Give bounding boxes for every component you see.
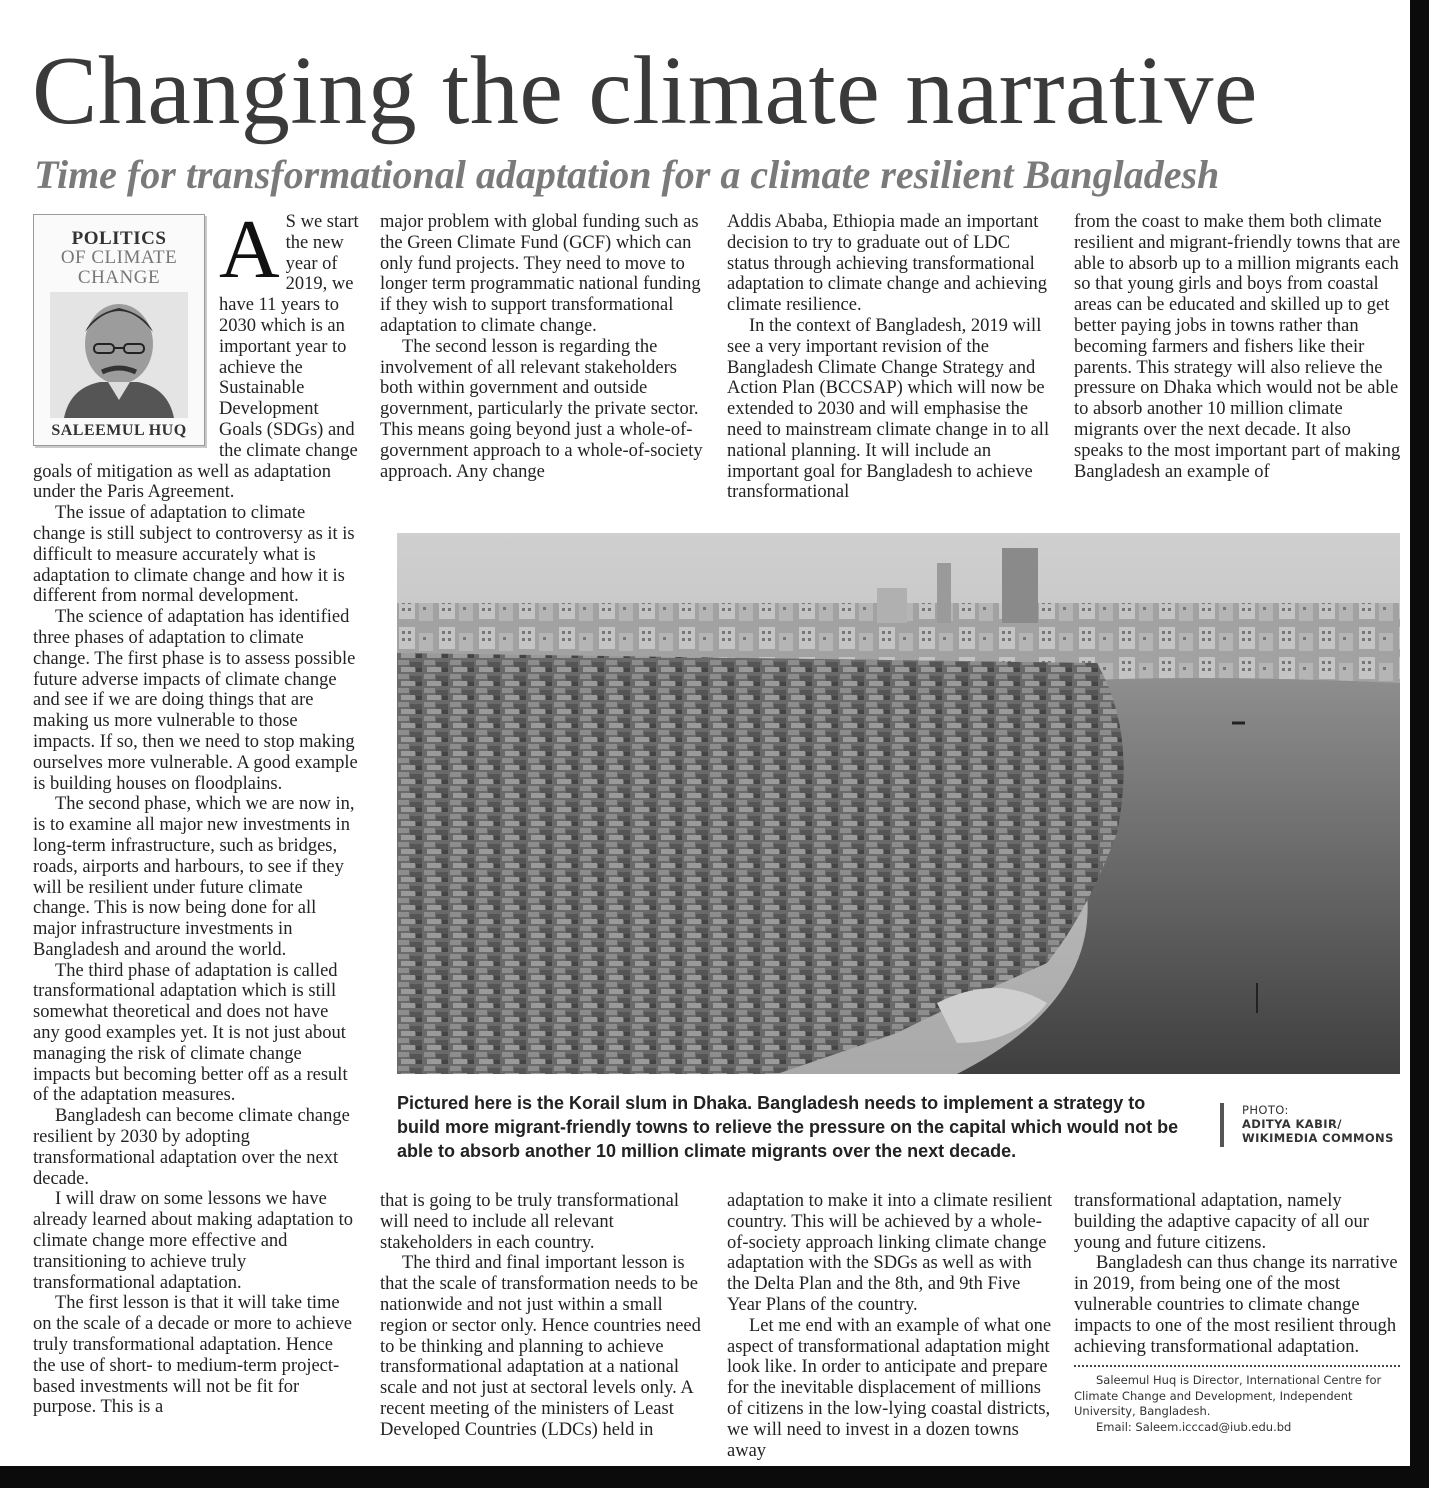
- dotted-divider: [1074, 1365, 1400, 1367]
- paragraph: The second lesson is regarding the involvement of all relevant stakeholders both within government and outside government, particularly the private sector. This means going beyond just a whole-of-government approach to a whole-of-society approach. Any change: [380, 336, 703, 482]
- paragraph: from the coast to make them both climate resilient and migrant-friendly towns that are able to absorb up to a million migrants each so that young girls and boys from coastal areas can be educated and skilled up to get better paying jobs in towns rather than becoming farmers and fishers like their parents. This strategy will also relieve the pressure on Dhaka which would not be able to absorb another 10 million climate migrants over the next decade. It also speaks to the most important part of making Bangladesh an example of: [1074, 212, 1401, 482]
- article-column-2-top: [380, 212, 706, 482]
- photo-credit-line-2: WIKIMEDIA COMMONS: [1242, 1131, 1394, 1145]
- paragraph: The first lesson is that it will take time on the scale of a decade or more to achieve truly transformational adaptation. Hence the use of short- to medium-term project-based investments will not be fit for purpose. This is a: [33, 1293, 352, 1418]
- photo-credit-label: PHOTO:: [1242, 1103, 1289, 1117]
- article-column-2-bottom: [380, 1191, 706, 1441]
- scan-edge-bottom: [0, 1466, 1429, 1488]
- column-title-line-3: CHANGE: [77, 267, 161, 288]
- author-note: Saleemul Huq is Director, International Centre for Climate Change and Development, Independent University, Bangladesh.: [1074, 1373, 1382, 1419]
- author-email: Email: Saleem.icccad@iub.edu.bd: [1096, 1419, 1292, 1434]
- article-column-3-top: [727, 212, 1055, 503]
- paragraph: Let me end with an example of what one aspect of transformational adaptation might look like. In order to anticipate and prepare for the inevitable displacement of millions of citizens in the low-lying coastal districts, we will need to invest in a dozen towns away: [727, 1315, 1052, 1461]
- paragraph: transformational adaptation, namely building the adaptive capacity of all our young and future citizens.: [1074, 1191, 1369, 1253]
- paragraph: S we start the new year of 2019, we have 11 years to 2030 which is an important year to achieve the Sustainable Development Goals (SDGs) and the climate change goals of mitigation as well as adaptation under the Paris Agreement.: [33, 212, 359, 503]
- author-portrait: [50, 292, 188, 418]
- paragraph: The issue of adaptation to climate change is still subject to controversy as it is difficult to measure accurately what is adaptation to climate change and how it is different from normal development.: [33, 503, 355, 607]
- paragraph: Addis Ababa, Ethiopia made an important decision to try to graduate out of LDC status through achieving transformational adaptation to climate change and achieving climate resilience.: [727, 212, 1048, 316]
- paragraph: that is going to be truly transformational will need to include all relevant stakeholders in each country.: [380, 1191, 680, 1253]
- paragraph: Bangladesh can thus change its narrative in 2019, from being one of the most vulnerable countries to climate change impacts to one of the most resilient through achieving transformational adaptation.: [1074, 1253, 1398, 1357]
- photo-credit: [1242, 1103, 1394, 1145]
- column-title-line-2: OF CLIMATE: [60, 247, 178, 268]
- paragraph: The second phase, which we are now in, is to examine all major new investments in long-term infrastructure, such as bridges, roads, airports and harbours, to see if they will be resilient under future climate change. This is now being done for all major infrastructure investments in Bangladesh and around the world.: [33, 794, 355, 960]
- paragraph: Bangladesh can become climate change resilient by 2030 by adopting transformational adaptation over the next decade.: [33, 1106, 350, 1189]
- article-column-1: [33, 203, 359, 1418]
- paragraph: The third and final important lesson is that the scale of transformation needs to be nationwide and not just within a small region or sector only. Hence countries need to be thinking and planning to achieve transformational adaptation at a national scale and not just at sectoral levels only. A recent meeting of the ministers of Least Developed Countries (LDCs) held in: [380, 1253, 701, 1440]
- column-badge: [33, 214, 205, 446]
- column-title-line-1: POLITICS: [71, 228, 167, 249]
- korail-slum-photo: [397, 533, 1400, 1074]
- author-byline: SALEEMUL HUQ: [51, 422, 187, 439]
- subheadline: Time for transformational adaptation for a climate resilient Bangladesh: [34, 152, 1220, 197]
- paragraph: In the context of Bangladesh, 2019 will see a very important revision of the Bangladesh Climate Change Strategy and Action Plan (BCCSAP) which will now be extended to 2030 and will emphasise the need to mainstream climate change in to all national planning. It will include an important goal for Bangladesh to achieve transformational: [727, 315, 1050, 503]
- article-column-4-top: [1074, 212, 1404, 482]
- credit-divider: [1220, 1103, 1224, 1147]
- drop-cap: A: [219, 203, 280, 296]
- photo-caption: Pictured here is the Korail slum in Dhaka. Bangladesh needs to implement a strategy to build more migrant-friendly towns to relieve the pressure on the capital which would not be able to absorb another 10 million climate migrants over the next decade.: [397, 1093, 1179, 1161]
- paragraph: I will draw on some lessons we have already learned about making adaptation to climate change more effective and transitioning to achieve truly transformational adaptation.: [33, 1189, 354, 1293]
- article-column-3-bottom: [727, 1191, 1055, 1461]
- photo-credit-line-1: ADITYA KABIR/: [1242, 1117, 1342, 1131]
- paragraph: The science of adaptation has identified three phases of adaptation to climate change. The first phase is to assess possible future adverse impacts of climate change and see if we are doing things that are making us more vulnerable to those impacts. If so, then we need to stop making ourselves more vulnerable. A good example is building houses on floodplains.: [33, 607, 358, 794]
- article-column-4-bottom: [1074, 1191, 1404, 1435]
- headline: Changing the climate narrative: [32, 37, 1258, 145]
- paragraph: adaptation to make it into a climate resilient country. This will be achieved by a whole-of-society approach linking climate change adaptation with the SDGs as well as with the Delta Plan and the 8th, and 9th Five Year Plans of the country.: [727, 1191, 1053, 1315]
- paragraph: major problem with global funding such as the Green Climate Fund (GCF) which can only fund projects. They need to move to longer term programmatic national funding if they wish to support transformational adaptation to climate change.: [380, 212, 701, 336]
- paragraph: The third phase of adaptation is called transformational adaptation which is still somewhat theoretical and does not have any good examples yet. It is not just about managing the risk of climate change impacts but becoming better off as a result of the adaptation measures.: [33, 960, 348, 1106]
- scan-edge-right: [1410, 0, 1429, 1488]
